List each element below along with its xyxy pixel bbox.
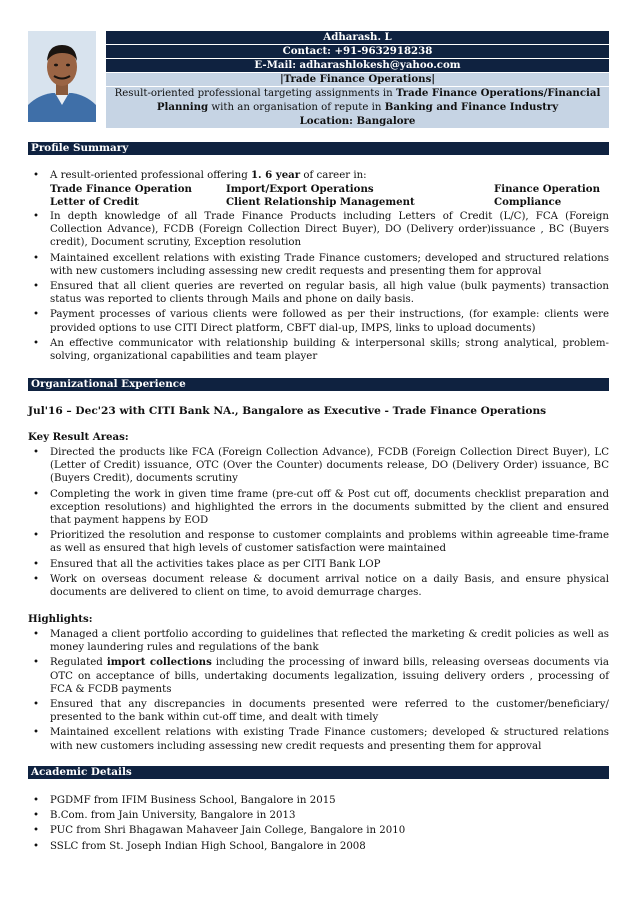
areas-row [50, 196, 610, 209]
list-item: • Prioritized the resolution and response to customer complaints and problems within agreeable time-frame as well as ensured that high levels of customer satisfaction were maintained [33, 530, 609, 555]
list-item: • In depth knowledge of all Trade Finance Products including Letters of Credit (L/C), FCA (Foreign Collection Advance), FCDB (Foreign Collection Direct Buyer), DO (Delivery order)issuance , BC (Buyers credit), Document scrutiny, Exception resolution [33, 211, 609, 249]
bullet-icon: • [33, 309, 40, 321]
list-item: • PUC from Shri Bhagawan Mahaveer Jain College, Bangalore in 2010 [33, 825, 406, 837]
objective-highlight: Planning [156, 100, 209, 113]
target-role: |Trade Finance Operations| [106, 73, 609, 86]
profile-bullets [28, 210, 609, 365]
list-item: • Maintained excellent relations with existing Trade Finance customers; developed & structured relations with new customers including assessing new credit requests and presenting them for approval [33, 727, 609, 752]
bullet-icon: • [33, 810, 40, 822]
list-item: • Payment processes of various clients were followed as per their instructions, (for example: clients were provided options to use CITI Direct platform, CBFT dial-up, IMPS, links to upload documents) [33, 309, 609, 334]
bullet-icon: • [33, 281, 40, 293]
list-item: • Maintained excellent relations with existing Trade Finance customers; developed and structured relations with new customers including assessing new credit requests and presenting them for approval [33, 252, 609, 277]
list-item: • B.Com. from Jain University, Bangalore in 2013 [33, 810, 296, 822]
profile-photo [28, 31, 96, 122]
objective-text: with an organisation of repute in [208, 101, 385, 113]
areas-row [50, 183, 610, 196]
bullet-icon: • [33, 488, 40, 500]
core-areas [50, 183, 610, 209]
list-item: • Completing the work in given time frame (pre-cut off & Post cut off, documents checklist preparation and exception resolutions) and highlighted the errors in the documents submitted by the client and ensured that payment happens by EOD [33, 488, 609, 527]
list-item: • Work on overseas document release & document arrival notice on a daily Basis, and ensure physical documents are delivered to client on time, to avoid demurrage charges. [33, 573, 609, 599]
bullet-icon: • [33, 795, 40, 806]
bullet-icon: • [33, 825, 40, 837]
bullet-icon: • [33, 629, 40, 640]
bullet-icon: • [33, 337, 40, 349]
bullet-icon: • [33, 840, 40, 852]
list-item: • Regulated import collections including the processing of inward bills, releasing overseas documents via OTC on acceptance of bills, undertaking documents legalization, issuing delivery orders , processing of FCA & FCDB payments [33, 656, 609, 695]
objective-highlight: Trade Finance Operations/Financial [395, 87, 601, 99]
objective-highlight: Banking and Finance Industry [384, 100, 559, 113]
candidate-name: Adharash. L [106, 31, 609, 44]
list-item: • Ensured that all the activities takes place as per CITI Bank LOP [33, 558, 381, 570]
kra-list [28, 446, 609, 601]
section-title-profile: Profile Summary [28, 142, 609, 155]
area-item: Import/Export Operations [226, 183, 374, 195]
academic-list [28, 794, 609, 855]
objective [106, 87, 609, 115]
area-item: Finance Operation [494, 183, 600, 195]
list-item: • Ensured that all client queries are reverted on regular basis, all high value (bulk payments) transaction status was reported to clients through Mails and phone on daily basis. [33, 281, 609, 306]
list-item: • PGDMF from IFIM Business School, Bangalore in 2015 [33, 795, 336, 806]
bullet-icon: • [33, 530, 40, 542]
area-item: Trade Finance Operation [50, 183, 192, 195]
list-item: • Managed a client portfolio according to guidelines that reflected the marketing & credit policies as well as money laundering rules and regulations of the bank [33, 629, 609, 654]
highlights-list [28, 628, 609, 755]
job-title: Jul'16 – Dec'23 with CITI Bank NA., Bangalore as Executive - Trade Finance Operations [28, 405, 547, 417]
contact-phone: Contact: +91-9632918238 [106, 45, 609, 58]
contact-email: E-Mail: adharashlokesh@yahoo.com [106, 59, 609, 72]
list-item: • A result-oriented professional offering 1. 6 year of career in: [33, 169, 367, 181]
kra-title: Key Result Areas: [28, 431, 129, 443]
area-item: Compliance [494, 196, 562, 208]
bullet-icon: • [33, 727, 40, 739]
list-item: • SSLC from St. Joseph Indian High School, Bangalore in 2008 [33, 840, 366, 852]
location: Location: Bangalore [106, 115, 609, 128]
bullet-icon: • [33, 558, 40, 570]
highlights-title: Highlights: [28, 613, 93, 625]
bullet-icon: • [33, 573, 40, 585]
section-title-experience: Organizational Experience [28, 378, 609, 391]
profile-intro [28, 169, 609, 184]
area-item: Letter of Credit [50, 196, 139, 208]
bullet-icon: • [33, 447, 40, 458]
bullet-icon: • [33, 699, 40, 711]
bullet-icon: • [33, 252, 40, 264]
list-item: • An effective communicator with relationship building & interpersonal skills; strong analytical, problem-solving, organizational capabilities and team player [33, 337, 609, 363]
bullet-icon: • [33, 657, 40, 669]
list-item: • Ensured that any discrepancies in documents presented were referred to the customer/beneficiary/ presented to the bank within cut-off time, and dealt with timely [33, 699, 609, 724]
area-item: Client Relationship Management [226, 196, 415, 208]
list-item: • Directed the products like FCA (Foreign Collection Advance), FCDB (Foreign Collection Direct Buyer), LC (Letter of Credit) issuance, OTC (Over the Counter) documents release, DO (Delivery Order) issuance, BC (Buyers Credit), documents scrutiny [33, 447, 609, 485]
objective-text: Result-oriented professional targeting assignments in [114, 88, 396, 99]
bullet-icon: • [33, 170, 40, 181]
bullet-icon: • [33, 211, 40, 222]
section-title-academic: Academic Details [28, 766, 609, 779]
